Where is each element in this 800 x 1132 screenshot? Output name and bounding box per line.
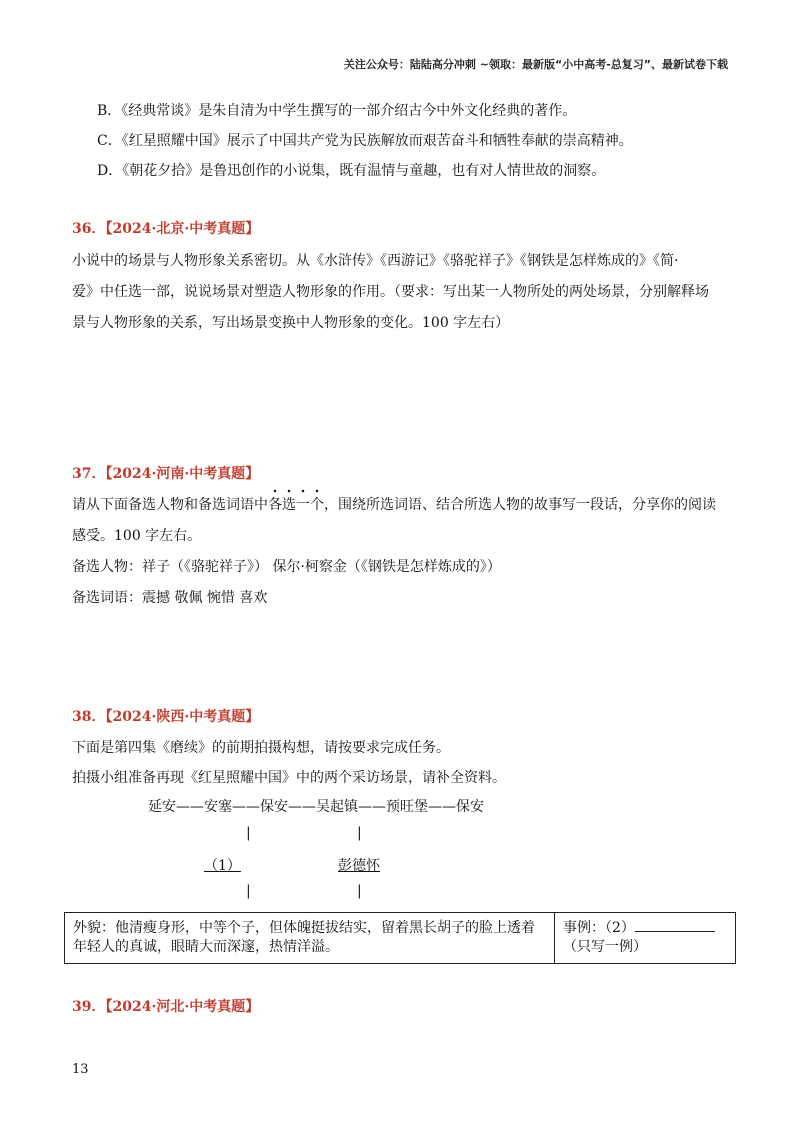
question-38-line-1: 下面是第四集《磨续》的前期拍摄构想，请按要求完成任务。 [72, 740, 450, 756]
answer-blank[interactable] [635, 920, 715, 932]
option-letter: D． [97, 163, 123, 179]
question-number: 37． [72, 466, 106, 482]
connector-bar: | [246, 825, 251, 841]
question-37-words: 备选词语：震撼 敬佩 惋惜 喜欢 [72, 590, 268, 606]
example-cell [555, 913, 736, 964]
page-header: 关注公众号：陆陆高分冲刺 ~领取：最新版“小中高考-总复习”、最新试卷下载 [343, 58, 728, 71]
question-source-tag: 【2024·河北·中考真题】 [105, 999, 260, 1015]
option-text: 《经典常谈》是朱自清为中学生撰写的一部介绍古今中外文化经典的著作。 [121, 103, 577, 119]
question-source-tag: 【2024·北京·中考真题】 [105, 221, 260, 237]
question-36-line-3: 景与人物形象的关系，写出场景变换中人物形象的变化。100 字左右） [72, 315, 510, 331]
blank-1 [204, 855, 282, 875]
question-number: 36． [72, 221, 106, 237]
blank-1-label: （1） [204, 858, 241, 874]
connector-bar: | [357, 883, 362, 899]
route-line: 延安——安塞——保安——吴起镇——预旺堡——保安 [148, 799, 484, 815]
option-d [97, 160, 605, 180]
question-source-tag: 【2024·河南·中考真题】 [105, 466, 260, 482]
option-text: 《朝花夕拾》是鲁迅创作的小说集，既有温情与童趣，也有对人情世故的洞察。 [122, 163, 606, 179]
text-segment: 请从下面备选人物和备选词语中 [72, 497, 268, 513]
example-note: （只写一例） [563, 939, 647, 955]
appearance-cell: 外貌：他清瘦身形，中等个子，但体魄挺拔结实，留着黑长胡子的脸上透着年轻人的真诚，眼睛大而深邃，热情洋溢。 [65, 913, 555, 964]
question-38-title [72, 706, 259, 726]
option-text: 《红星照耀中国》展示了中国共产党为民族解放而艰苦奋斗和牺牲奉献的崇高精神。 [121, 133, 633, 149]
question-37-line-1 [72, 494, 716, 514]
question-36-line-2: 爱》中任选一部，说说场景对塑造人物形象的作用。（要求：写出某一人物所处的两处场景，分别解释场 [72, 284, 709, 300]
option-c [97, 130, 633, 150]
question-source-tag: 【2024·陕西·中考真题】 [105, 709, 260, 725]
question-36-line-1: 小说中的场景与人物形象关系密切。从《水浒传》《西游记》《骆驼祥子》《钢铁是怎样炼成的》《简· [72, 253, 679, 269]
person-name: 彭德怀 [338, 858, 380, 874]
question-37-candidates: 备选人物：祥子（《骆驼祥子》） 保尔·柯察金（《钢铁是怎样炼成的》） [72, 559, 501, 575]
question-37-title [72, 463, 259, 483]
question-36-title [72, 218, 259, 238]
question-number: 39． [72, 999, 106, 1015]
option-letter: B． [97, 103, 122, 119]
question-37-line-2: 感受。100 字左右。 [72, 528, 202, 544]
text-segment: ，围绕所选词语、结合所选人物的故事写一段话，分享你的阅读 [324, 497, 716, 513]
connector-bar: | [246, 883, 251, 899]
example-label: 事例：（2） [563, 920, 635, 936]
page-number: 13 [72, 1062, 89, 1077]
connector-bar: | [357, 825, 362, 841]
question-number: 38． [72, 709, 106, 725]
emphasis-dotted-text: 各选一个 [268, 488, 324, 514]
option-b [97, 100, 576, 120]
question-39-title [72, 996, 259, 1016]
question-38-line-2: 拍摄小组准备再现《红星照耀中国》中的两个采访场景，请补全资料。 [72, 770, 506, 786]
option-letter: C． [97, 133, 122, 149]
info-table [64, 912, 736, 964]
